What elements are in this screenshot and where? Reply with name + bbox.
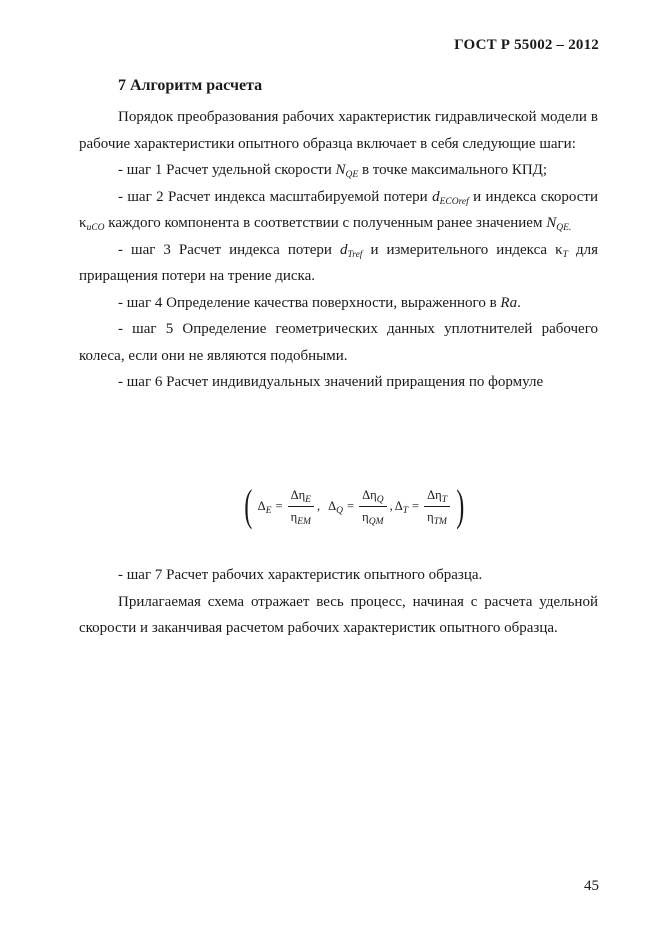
- delta-t: $\Delta_T$: [394, 498, 409, 516]
- equals-sign: =: [412, 498, 420, 513]
- comma: ,: [316, 498, 321, 513]
- fraction-e: $\frac{\Delta\eta_E}{\eta_{EM}}$: [288, 488, 314, 525]
- delta-q: $\Delta_Q$: [328, 498, 344, 516]
- step-5: - шаг 5 Определение геометрических данных уплотнителей рабочего колеса, если они не являются подобными.: [79, 321, 598, 364]
- formula-open-paren: (: [244, 481, 253, 530]
- equals-sign: =: [275, 498, 283, 513]
- formula-close-paren: ): [456, 481, 465, 530]
- increment-formula: [241, 481, 468, 530]
- intro-paragraph: Порядок преобразования рабочих характеристик гидравлической модели в рабочие характеристики опытного образца включает в себя следующие шаги:: [79, 109, 598, 152]
- body-text-upper: [79, 104, 598, 396]
- fraction-q: $\frac{\Delta\eta_Q}{\eta_{QM}}$: [359, 488, 386, 525]
- fraction-t: $\frac{\Delta\eta_T}{\eta_{TM}}$: [424, 488, 450, 525]
- step-1: - шаг 1 Расчет удельной скорости $N_{QE}$ в точке максимального КПД;: [118, 162, 548, 180]
- step-3: - шаг 3 Расчет индекса потери $d_{Tref}$ и измерительного индекса $\kappa_T$ для приращения потери на трение диска.: [79, 241, 598, 284]
- document-header: ГОСТ Р 55002 – 2012: [454, 37, 599, 53]
- closing-paragraph: Прилагаемая схема отражает весь процесс, начиная с расчета удельной скорости и заканчивая расчетом рабочих характеристик опытного образца.: [79, 593, 598, 636]
- equals-sign: =: [347, 498, 355, 513]
- step-4: - шаг 4 Определение качества поверхности, выраженного в Ra.: [118, 294, 521, 311]
- section-title: 7 Алгоритм расчета: [118, 77, 263, 94]
- page-number: 45: [584, 878, 599, 894]
- step-2: - шаг 2 Расчет индекса масштабируемой потери $d_{ECOref}$ и индекса скорости $\kappa_{uCO}$ каждого компонента в соответствии с полученным ранее значением $N_{QE.}$: [79, 188, 598, 233]
- delta-e: $\Delta_E$: [257, 498, 272, 516]
- comma: ,: [389, 498, 393, 513]
- step-6: - шаг 6 Расчет индивидуальных значений приращения по формуле: [118, 374, 544, 390]
- step-7: - шаг 7 Расчет рабочих характеристик опытного образца.: [118, 567, 483, 583]
- body-text-lower: [79, 562, 598, 642]
